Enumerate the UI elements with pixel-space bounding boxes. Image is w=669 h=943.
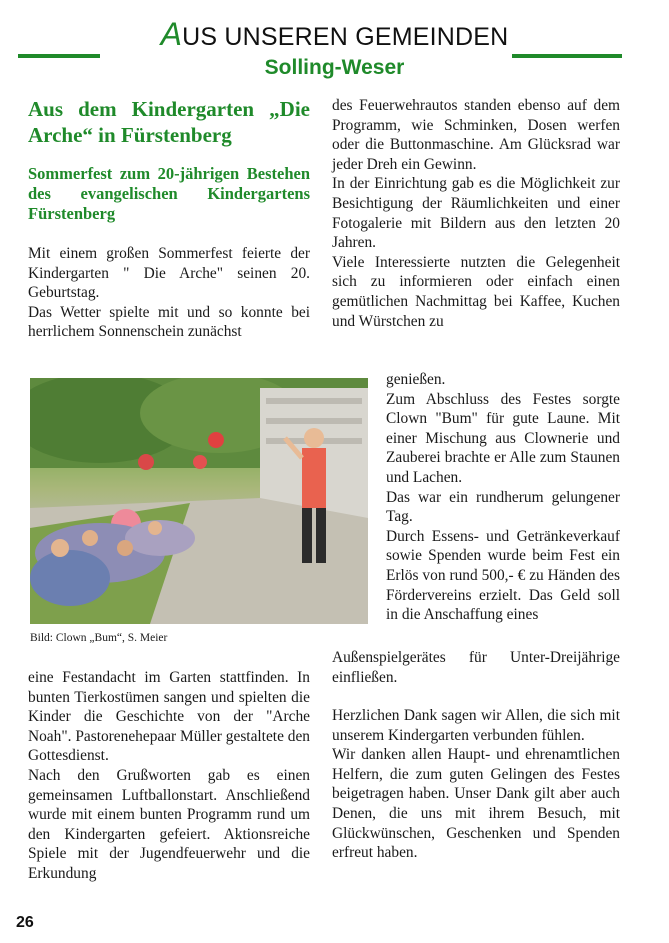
right-column-thanks [332, 706, 620, 863]
paragraph-verkauf: Durch Essens- und Getränkeverkauf sowie Spenden wurde beim Fest ein Erlös von rund 500,- € zu Händen des Fördervereins erzielt. Das Geld soll in die Anschaffung eines [386, 527, 620, 624]
photo-clown-children [30, 378, 368, 624]
section-header-rest: US UNSEREN GEMEINDEN [182, 23, 509, 51]
page-number: 26 [16, 914, 34, 931]
paragraph-dank-2: Wir danken allen Haupt- und ehrenamtlichen Helfern, die zum guten Gelingen des Festes beigetragen haben. Unser Dank gilt aber auch Denen, die uns mit ihrem Besuch, mit Glückwünschen, Geschenken und Spenden erfreut haben. [332, 746, 620, 862]
section-header-initial: A [160, 16, 183, 52]
paragraph-intro: Mit einem großen Sommerfest feierte der Kindergarten " Die Arche" seinen 20. Geburtstag. [28, 245, 310, 302]
paragraph-abschluss: Zum Abschluss des Festes sorgte Clown "Bum" für gute Laune. Mit einer Mischung aus Clownerie und Zauberei brachte er Alle zum Staunen und Lachen. [386, 390, 620, 486]
paragraph-festandacht: eine Festandacht im Garten stattfinden. In bunten Tierkostümen sangen und spielten die Kinder die Geschichte von der "Arche Noah". Pastorenehepaar Müller gestaltete den Gottesdienst. [28, 669, 310, 765]
paragraph-tag: Das war ein rundherum gelungener Tag. [386, 488, 620, 526]
left-column-bottom [28, 668, 310, 884]
paragraph-interessierte: Viele Interessierte nutzten die Gelegenheit sich zu informieren oder einfach einen gemütlichen Nachmittag bei Kaffee, Kuchen und Würstchen zu [332, 253, 620, 330]
paragraph-grussworte: Nach den Grußworten gab es einen gemeinsamen Luftballonstart. Anschließend wurde mit einem bunten Programm rund um den Kindergarten gefeiert. Aktionsreiche Spiele mit der Jugendfeuerwehr und die Erkundung [28, 766, 310, 882]
paragraph-dank-1: Herzlichen Dank sagen wir Allen, die sich mit unserem Kindergarten verbunden fühlen. [332, 707, 620, 744]
paragraph-weather: Das Wetter spielte mit und so konnte bei herrlichem Sonnenschein zunächst [28, 303, 310, 341]
paragraph-geniessen: genießen. [386, 371, 446, 388]
left-column-top [28, 96, 310, 342]
section-header-subtitle: Solling-Weser [264, 56, 405, 79]
right-column-wrapped [386, 370, 620, 625]
right-column-after-photo [332, 648, 620, 687]
section-header-title [0, 18, 669, 52]
photo-illustration [30, 378, 368, 624]
article-title: Aus dem Kindergarten „Die Arche“ in Fürstenberg [28, 97, 310, 147]
right-column-top [332, 96, 620, 331]
paragraph-einrichtung: In der Einrichtung gab es die Möglichkeit zur Besichtigung der Räumlichkeiten und einer Fotogalerie mit Bildern aus den letzten 20 Jahren. [332, 175, 620, 252]
paragraph-spielgeraet: Außenspielgerätes für Unter-Dreijährige einfließen. [332, 649, 620, 686]
photo-caption: Bild: Clown „Bum“, S. Meier [30, 632, 168, 644]
article-subtitle: Sommerfest zum 20-jährigen Bestehen des evangelischen Kindergartens Fürstenberg [28, 164, 310, 223]
paragraph-feuerwehr: des Feuerwehrautos standen ebenso auf dem Programm, wie Schminken, Dosen werfen oder die Buttonmaschine. Am Glücksrad war jeder Dreh ein Gewinn. [332, 97, 620, 173]
